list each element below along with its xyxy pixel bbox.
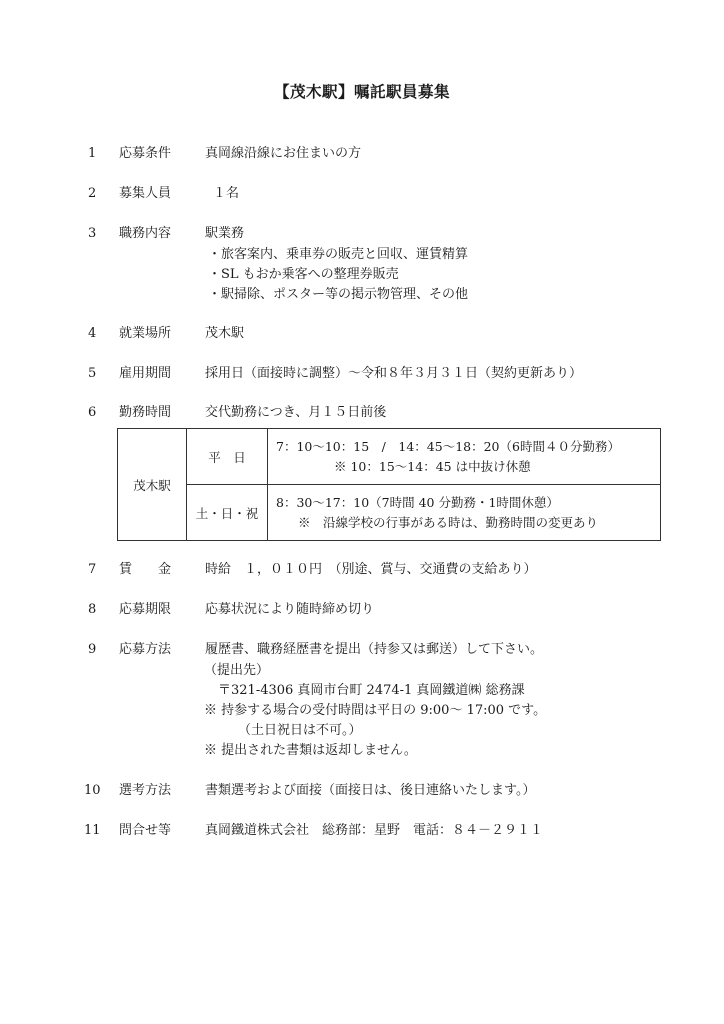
section-label: 就業場所 (119, 326, 172, 341)
weekday-break-note: ※ 10：15～14：45 は中抜け休憩 (334, 458, 531, 474)
section-label: 応募方法 (119, 642, 172, 657)
section-value: 駅業務 (205, 226, 245, 241)
section-workplace (0, 323, 724, 345)
duty-bullet: ・旅客案内、乗車券の販売と回収、運賃精算 (208, 247, 469, 262)
section-value: １名 (213, 186, 240, 201)
section-employment-period (0, 363, 724, 385)
reception-hours-note: ※ 持参する場合の受付時間は平日の 9:00～ 17:00 です。 (204, 703, 547, 718)
section-value: 履歴書、職務経歴書を提出（持参又は郵送）して下さい。 (205, 642, 544, 657)
section-number: 2 (88, 186, 97, 201)
section-number: 5 (88, 366, 97, 381)
section-number: 4 (88, 326, 97, 341)
section-wage (0, 559, 724, 581)
submission-heading: （提出先） (204, 663, 270, 678)
duty-bullet: ・駅掃除、ポスター等の掲示物管理、その他 (208, 287, 469, 302)
section-label: 応募条件 (119, 146, 172, 161)
section-number: 9 (88, 642, 97, 657)
section-deadline (0, 599, 724, 621)
section-number: 1 (88, 146, 97, 161)
section-label: 賃 金 (119, 562, 172, 577)
weekday-label: 平 日 (187, 429, 268, 485)
section-label: 勤務時間 (119, 405, 172, 420)
section-application-conditions (0, 143, 724, 165)
documents-note: ※ 提出された書類は返却しません。 (204, 743, 417, 758)
section-value: 茂木駅 (205, 326, 245, 341)
section-label: 職務内容 (119, 226, 172, 241)
section-value: 交代勤務につき、月１５日前後 (205, 405, 387, 420)
duty-bullet: ・SL もおか乗客への整理券販売 (208, 267, 399, 282)
weekend-hours (268, 485, 661, 541)
section-label: 応募期限 (119, 602, 172, 617)
section-value: 真岡鐵道株式会社 総務部：星野 電話：８４－２９１１ (205, 823, 544, 838)
weekday-shift-line: 7：10～10：15 / 14：45～18：20（6時間４０分勤務） (276, 438, 620, 454)
section-label: 選考方法 (119, 783, 172, 798)
section-selection-method (0, 780, 724, 802)
page-title: 【茂木駅】嘱託駅員募集 (273, 83, 450, 101)
section-application-method (0, 639, 724, 661)
section-number: 6 (88, 405, 97, 420)
section-label: 募集人員 (119, 186, 172, 201)
section-recruit-count (0, 183, 724, 205)
weekend-shift-line: 8：30～17：10（7時間 40 分勤務・1時間休憩） (276, 494, 559, 510)
section-number: 11 (84, 823, 101, 838)
section-contact (0, 820, 724, 842)
section-number: 10 (84, 783, 101, 798)
section-value: 時給 １，０１０円 （別途、賞与、交通費の支給あり） (205, 562, 537, 577)
station-cell: 茂木駅 (118, 429, 187, 541)
section-number: 8 (88, 602, 97, 617)
section-number: 7 (88, 562, 97, 577)
section-label: 問合せ等 (119, 823, 172, 838)
working-hours-table (117, 428, 661, 541)
section-value: 真岡線沿線にお住まいの方 (205, 146, 362, 161)
weekend-label: 土・日・祝 (187, 485, 268, 541)
submission-address: 〒321-4306 真岡市台町 2474-1 真岡鐵道㈱ 総務課 (218, 683, 525, 698)
section-value: 採用日（面接時に調整）～令和８年３月３１日（契約更新あり） (205, 366, 583, 381)
section-working-hours (0, 402, 724, 424)
section-number: 3 (88, 226, 97, 241)
weekday-hours (268, 429, 661, 485)
holiday-note: （土日祝日は不可。） (238, 723, 362, 738)
weekend-change-note: ※ 沿線学校の行事がある時は、勤務時間の変更あり (298, 514, 599, 530)
section-value: 書類選考および面接（面接日は、後日連絡いたします。） (205, 783, 536, 798)
section-label: 雇用期間 (119, 366, 172, 381)
section-job-duties (0, 223, 724, 245)
section-value: 応募状況により随時締め切り (205, 602, 375, 617)
